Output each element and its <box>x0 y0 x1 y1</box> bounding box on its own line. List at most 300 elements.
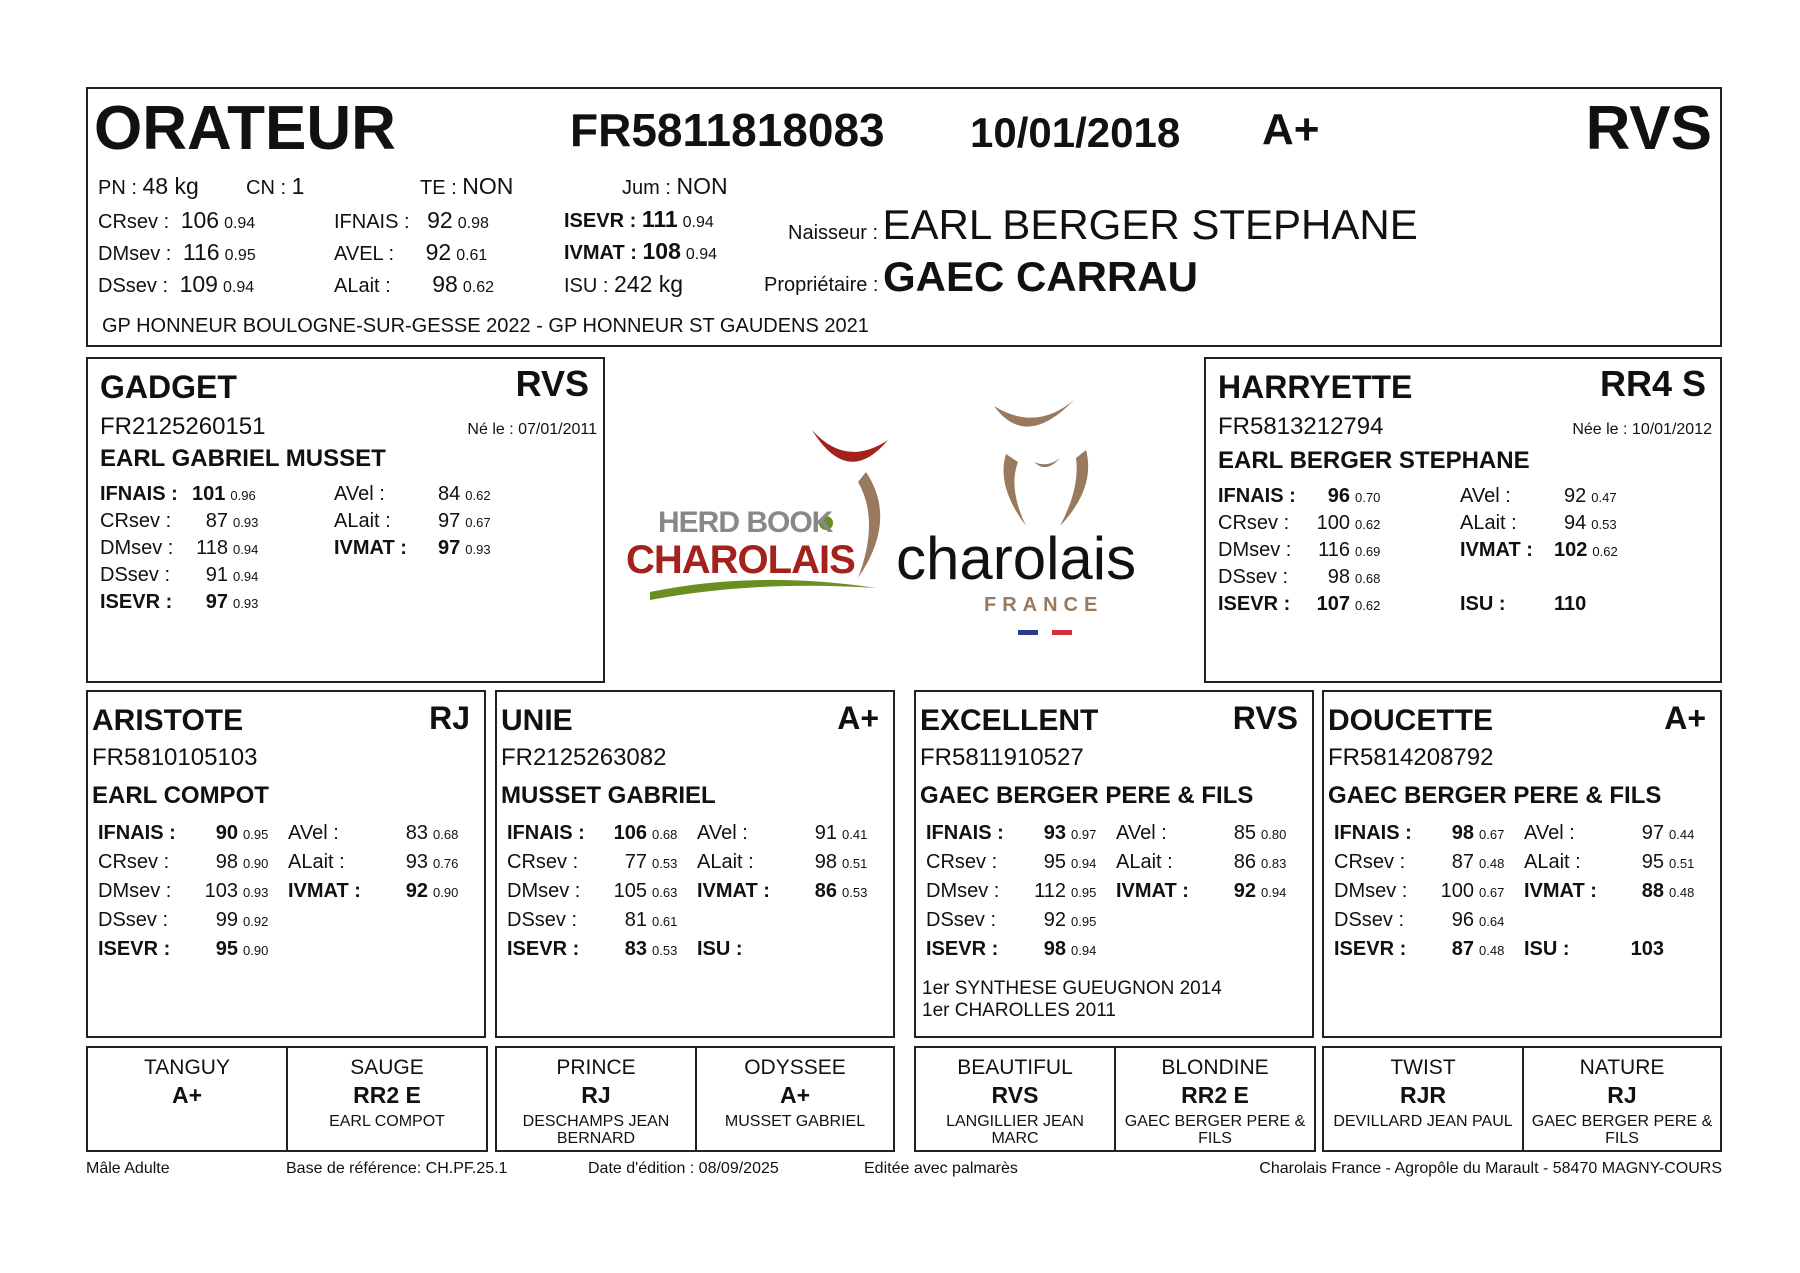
gp-dssev-label: DSsev : <box>1334 909 1405 931</box>
gp-ivmat-value: 88 <box>1641 880 1664 902</box>
sire-dssev-label: DSsev : <box>100 564 171 586</box>
great-grandparent-cell <box>1322 1046 1524 1152</box>
sire-ivmat <box>334 537 491 560</box>
dam-ivmat <box>1460 539 1618 562</box>
gp-name: EXCELLENT <box>920 704 1099 737</box>
dam-alait-rel: 0.53 <box>1591 517 1617 532</box>
alait-value: 98 <box>432 271 458 297</box>
dam-name: HARRYETTE <box>1218 369 1413 405</box>
gp-dmsev-label: DMsev : <box>1334 880 1408 902</box>
naisseur-value: EARL BERGER STEPHANE <box>882 201 1418 248</box>
gp-ivmat-label: IVMAT : <box>288 880 361 902</box>
sire-dmsev-value: 118 <box>196 537 228 559</box>
gp-avel-label: AVel : <box>288 822 339 844</box>
gp-ivmat <box>697 880 867 903</box>
sire-card <box>86 357 605 683</box>
dam-isu <box>1460 593 1586 616</box>
gp-ifnais-value: 98 <box>1451 822 1474 844</box>
gp-ifnais-rel: 0.97 <box>1071 827 1097 842</box>
ggp-owner: DEVILLARD JEAN PAUL <box>1333 1113 1513 1130</box>
sire-id: FR2125260151 <box>100 413 266 440</box>
gp-alait-label: ALait : <box>288 851 345 873</box>
proprietaire-value: GAEC CARRAU <box>882 253 1198 300</box>
palmares: GP HONNEUR BOULOGNE-SUR-GESSE 2022 - GP HONNEUR ST GAUDENS 2021 <box>102 315 869 337</box>
gp-alait <box>1524 851 1694 874</box>
dam-isu-label: ISU : <box>1460 593 1506 615</box>
ivmat-label: IVMAT : <box>564 242 637 264</box>
ivmat-value: 108 <box>642 238 681 264</box>
gp-dmsev-rel: 0.95 <box>1071 885 1097 900</box>
gp-class: A+ <box>1664 700 1706 736</box>
jum-field <box>622 173 728 200</box>
sire-dmsev-label: DMsev : <box>100 537 174 559</box>
gp-dmsev-label: DMsev : <box>926 880 1000 902</box>
gp-avel-rel: 0.44 <box>1669 827 1695 842</box>
crsev-reliability: 0.94 <box>224 215 256 232</box>
ggp-name: SAUGE <box>350 1056 424 1079</box>
isevr-field <box>564 206 714 233</box>
gp-isevr <box>98 938 268 961</box>
grandparent-card <box>914 690 1314 1038</box>
jum-label: Jum : <box>622 177 671 199</box>
gp-dssev-rel: 0.61 <box>652 914 678 929</box>
gp-dssev <box>507 909 677 932</box>
dam-ivmat-rel: 0.62 <box>1592 544 1618 559</box>
dam-ifnais <box>1218 485 1380 508</box>
gp-alait-rel: 0.83 <box>1261 856 1287 871</box>
gp-crsev <box>926 851 1096 874</box>
ggp-name: TWIST <box>1390 1056 1456 1079</box>
gp-ifnais-value: 93 <box>1043 822 1066 844</box>
gp-isevr-rel: 0.94 <box>1071 943 1097 958</box>
gp-name: ARISTOTE <box>92 704 244 737</box>
dam-class: RR4 S <box>1599 363 1706 404</box>
sire-crsev-rel: 0.93 <box>233 515 259 530</box>
gp-breeder: GAEC BERGER PERE & FILS <box>1328 782 1662 809</box>
grandparent-card <box>1322 690 1722 1038</box>
avel-label: AVEL : <box>334 243 395 265</box>
dam-born: Née le : 10/01/2012 <box>1572 421 1712 438</box>
dam-ivmat-value: 102 <box>1554 539 1588 561</box>
ggp-name: TANGUY <box>144 1056 230 1079</box>
gp-palmares-1: 1er SYNTHESE GUEUGNON 2014 <box>922 978 1222 999</box>
gp-dssev <box>1334 909 1504 932</box>
gp-isevr-label: ISEVR : <box>98 938 171 960</box>
gp-alait-value: 95 <box>1641 851 1664 873</box>
dam-avel-value: 92 <box>1564 485 1587 507</box>
great-grandparent-cell <box>495 1046 697 1152</box>
gp-ivmat <box>1524 880 1694 903</box>
gp-isu-label: ISU : <box>1524 938 1570 960</box>
dmsev-label: DMsev : <box>98 243 172 265</box>
pn-label: PN : <box>98 177 137 199</box>
footer-mode: Editée avec palmarès <box>864 1160 1018 1177</box>
gp-dssev-label: DSsev : <box>98 909 169 931</box>
gp-isevr-value: 95 <box>215 938 238 960</box>
charolais-france-logo <box>896 396 1196 646</box>
sire-dssev-value: 91 <box>205 564 228 586</box>
sire-ivmat-value: 97 <box>438 537 461 559</box>
great-grandparent-cell <box>695 1046 895 1152</box>
sire-dssev <box>100 564 258 587</box>
ggp-owner: GAEC BERGER PERE & FILS <box>1124 1113 1306 1147</box>
gp-avel-rel: 0.80 <box>1261 827 1287 842</box>
flag-red-bar <box>1052 630 1072 635</box>
gp-dmsev-value: 105 <box>613 880 647 902</box>
gp-dssev-rel: 0.95 <box>1071 914 1097 929</box>
gp-isevr-value: 87 <box>1451 938 1474 960</box>
gp-avel-label: AVel : <box>697 822 748 844</box>
sire-born: Né le : 07/01/2011 <box>467 421 597 438</box>
gp-ivmat-rel: 0.53 <box>842 885 868 900</box>
gp-isevr-label: ISEVR : <box>926 938 999 960</box>
gp-avel-value: 97 <box>1641 822 1664 844</box>
gp-avel-label: AVel : <box>1524 822 1575 844</box>
crsev-field <box>98 207 255 234</box>
gp-crsev-value: 87 <box>1451 851 1474 873</box>
ggp-class: A+ <box>171 1082 203 1108</box>
gp-crsev-rel: 0.94 <box>1071 856 1097 871</box>
te-label: TE : <box>420 177 457 199</box>
gp-alait-label: ALait : <box>1524 851 1581 873</box>
sire-crsev-label: CRsev : <box>100 510 172 532</box>
gp-isevr-rel: 0.48 <box>1479 943 1505 958</box>
gp-class: A+ <box>837 700 879 736</box>
gp-dssev-label: DSsev : <box>507 909 578 931</box>
ggp-class: RVS <box>991 1082 1039 1108</box>
ggp-owner: EARL COMPOT <box>329 1113 445 1130</box>
gp-isevr-label: ISEVR : <box>507 938 580 960</box>
gp-isevr-value: 83 <box>624 938 647 960</box>
gp-dssev-value: 92 <box>1043 909 1066 931</box>
herdbook-logo <box>626 420 896 610</box>
gp-ifnais <box>926 822 1096 845</box>
ggp-owner: GAEC BERGER PERE & FILS <box>1531 1113 1713 1147</box>
gp-crsev-rel: 0.48 <box>1479 856 1505 871</box>
footer-sex: Mâle Adulte <box>86 1160 170 1177</box>
gp-isevr <box>507 938 677 961</box>
gp-id: FR2125263082 <box>501 744 667 771</box>
avel-field <box>334 239 487 266</box>
gp-dmsev-label: DMsev : <box>98 880 172 902</box>
alait-reliability: 0.62 <box>462 279 494 296</box>
dmsev-reliability: 0.95 <box>224 247 256 264</box>
ifnais-label: IFNAIS : <box>334 211 410 233</box>
ggp-name: BEAUTIFUL <box>957 1056 1073 1079</box>
sire-alait-rel: 0.67 <box>465 515 491 530</box>
dam-dmsev-label: DMsev : <box>1218 539 1292 561</box>
ggp-owner: LANGILLIER JEAN MARC <box>946 1113 1084 1147</box>
gp-crsev-rel: 0.53 <box>652 856 678 871</box>
gp-id: FR5811910527 <box>920 744 1084 771</box>
dam-dssev-value: 98 <box>1327 566 1350 588</box>
dam-ivmat-label: IVMAT : <box>1460 539 1533 561</box>
gp-ivmat-label: IVMAT : <box>1116 880 1189 902</box>
gp-name: DOUCETTE <box>1328 704 1493 737</box>
dam-crsev-value: 100 <box>1316 512 1350 534</box>
grade: A+ <box>1262 105 1320 154</box>
ggp-owner: DESCHAMPS JEAN BERNARD <box>522 1113 670 1147</box>
dam-crsev <box>1218 512 1380 535</box>
gp-crsev-value: 98 <box>215 851 238 873</box>
gp-ivmat-rel: 0.48 <box>1669 885 1695 900</box>
sire-alait-value: 97 <box>438 510 461 532</box>
gp-avel <box>288 822 458 845</box>
gp-ivmat-rel: 0.94 <box>1261 885 1287 900</box>
avel-reliability: 0.61 <box>456 247 488 264</box>
ggp-name: BLONDINE <box>1161 1056 1269 1079</box>
gp-ifnais-label: IFNAIS : <box>1334 822 1412 844</box>
ggp-class: RR2 E <box>1181 1082 1249 1108</box>
gp-ifnais-label: IFNAIS : <box>507 822 585 844</box>
ggp-name: ODYSSEE <box>744 1056 846 1079</box>
gp-dmsev <box>1334 880 1504 903</box>
gp-dmsev-value: 100 <box>1440 880 1474 902</box>
gp-ivmat <box>288 880 458 903</box>
bull-head-icon <box>896 396 1196 526</box>
charolais-wordmark: charolais <box>896 525 1137 592</box>
te-field <box>420 173 513 200</box>
gp-dssev-label: DSsev : <box>926 909 997 931</box>
great-grandparent-cell <box>86 1046 288 1152</box>
grandparent-card <box>495 690 895 1038</box>
birth-date: 10/01/2018 <box>970 109 1181 156</box>
gp-name: UNIE <box>501 704 573 737</box>
gp-dmsev-rel: 0.93 <box>243 885 269 900</box>
gp-crsev-rel: 0.90 <box>243 856 269 871</box>
gp-avel-rel: 0.68 <box>433 827 459 842</box>
gp-ifnais-rel: 0.68 <box>652 827 678 842</box>
gp-dmsev <box>507 880 677 903</box>
great-grandparent-cell <box>286 1046 488 1152</box>
gp-ivmat-rel: 0.90 <box>433 885 459 900</box>
dam-dssev <box>1218 566 1380 589</box>
gp-crsev <box>98 851 268 874</box>
dam-isu-value: 110 <box>1554 593 1587 615</box>
footer-org: Charolais France - Agropôle du Marault - 58470 MAGNY-COURS <box>1259 1160 1722 1177</box>
dam-isevr-rel: 0.62 <box>1355 598 1381 613</box>
gp-crsev-label: CRsev : <box>507 851 579 873</box>
gp-dmsev-label: DMsev : <box>507 880 581 902</box>
gp-avel-rel: 0.41 <box>842 827 868 842</box>
ifnais-reliability: 0.98 <box>457 215 489 232</box>
gp-ifnais-label: IFNAIS : <box>926 822 1004 844</box>
isu-value: 242 kg <box>614 271 684 297</box>
gp-avel <box>697 822 867 845</box>
gp-alait <box>288 851 458 874</box>
naisseur-field <box>788 201 1418 249</box>
sire-class: RVS <box>515 363 589 404</box>
te-value: NON <box>462 173 514 199</box>
sire-isevr <box>100 591 258 614</box>
footer-base: Base de référence: CH.PF.25.1 <box>286 1160 508 1177</box>
gp-ifnais-value: 106 <box>613 822 647 844</box>
gp-class: RJ <box>429 700 470 736</box>
gp-isu-label: ISU : <box>697 938 743 960</box>
gp-isevr <box>1334 938 1504 961</box>
dam-dmsev <box>1218 539 1380 562</box>
gp-breeder: EARL COMPOT <box>92 782 269 809</box>
gp-ivmat-value: 92 <box>1233 880 1256 902</box>
dam-isevr-label: ISEVR : <box>1218 593 1291 615</box>
dmsev-field <box>98 239 256 266</box>
naisseur-label: Naisseur : <box>788 222 879 244</box>
dam-dssev-rel: 0.68 <box>1355 571 1381 586</box>
gp-avel-value: 91 <box>814 822 837 844</box>
dam-crsev-rel: 0.62 <box>1355 517 1381 532</box>
ggp-class: RJR <box>1399 1082 1446 1108</box>
gp-ivmat-value: 92 <box>405 880 428 902</box>
dam-dmsev-value: 116 <box>1318 539 1350 561</box>
animal-id: FR5811818083 <box>570 104 885 156</box>
alait-label: ALait : <box>334 275 391 297</box>
ivmat-field <box>564 238 717 265</box>
dam-card <box>1204 357 1722 683</box>
sire-ifnais-value: 101 <box>192 483 226 505</box>
sire-breeder: EARL GABRIEL MUSSET <box>100 445 386 472</box>
gp-avel-value: 85 <box>1233 822 1256 844</box>
sire-ivmat-label: IVMAT : <box>334 537 407 559</box>
sire-avel-label: AVel : <box>334 483 385 505</box>
animal-name: ORATEUR <box>94 94 396 163</box>
gp-dssev-value: 96 <box>1451 909 1474 931</box>
alait-field <box>334 271 494 298</box>
gp-alait-rel: 0.51 <box>842 856 868 871</box>
dam-ifnais-value: 96 <box>1327 485 1350 507</box>
dam-avel <box>1460 485 1617 508</box>
sire-isevr-rel: 0.93 <box>233 596 259 611</box>
gp-dssev-value: 81 <box>624 909 647 931</box>
sire-ifnais-label: IFNAIS : <box>100 483 178 505</box>
gp-breeder: GAEC BERGER PERE & FILS <box>920 782 1254 809</box>
gp-isevr-rel: 0.90 <box>243 943 269 958</box>
cn-field <box>246 173 304 200</box>
sire-ifnais <box>100 483 256 506</box>
gp-isu <box>697 938 837 961</box>
proprietaire-field <box>764 253 1198 301</box>
ggp-class: RR2 E <box>353 1082 421 1108</box>
dam-crsev-label: CRsev : <box>1218 512 1290 534</box>
sire-crsev-value: 87 <box>205 510 228 532</box>
gp-dssev-rel: 0.64 <box>1479 914 1505 929</box>
gp-crsev-label: CRsev : <box>1334 851 1406 873</box>
dam-avel-label: AVel : <box>1460 485 1511 507</box>
gp-isevr-rel: 0.53 <box>652 943 678 958</box>
crsev-label: CRsev : <box>98 211 170 233</box>
dssev-reliability: 0.94 <box>222 279 255 296</box>
ifnais-field <box>334 207 489 234</box>
dam-alait-label: ALait : <box>1460 512 1517 534</box>
dssev-value: 109 <box>179 271 218 297</box>
isu-field <box>564 271 683 298</box>
gp-alait-label: ALait : <box>1116 851 1173 873</box>
herdbook-line2: CHAROLAIS <box>626 538 855 582</box>
gp-alait-label: ALait : <box>697 851 754 873</box>
pn-value: 48 kg <box>142 173 199 199</box>
gp-dssev <box>98 909 268 932</box>
jum-value: NON <box>676 173 728 199</box>
gp-isevr-label: ISEVR : <box>1334 938 1407 960</box>
sire-ivmat-rel: 0.93 <box>465 542 491 557</box>
pn-field <box>98 173 199 200</box>
ggp-class: RJ <box>1607 1082 1637 1108</box>
sire-isevr-value: 97 <box>205 591 228 613</box>
gp-dssev-rel: 0.92 <box>243 914 269 929</box>
gp-isevr <box>926 938 1096 961</box>
gp-crsev-label: CRsev : <box>98 851 170 873</box>
ggp-class: RJ <box>581 1082 611 1108</box>
gp-crsev-label: CRsev : <box>926 851 998 873</box>
dssev-field <box>98 271 254 298</box>
france-wordmark: FRANCE <box>984 594 1104 616</box>
dam-breeder: EARL BERGER STEPHANE <box>1218 447 1530 474</box>
gp-crsev-value: 77 <box>624 851 647 873</box>
isu-label: ISU : <box>564 275 609 297</box>
gp-crsev-value: 95 <box>1043 851 1066 873</box>
ifnais-value: 92 <box>427 207 453 233</box>
gp-alait <box>697 851 867 874</box>
sire-crsev <box>100 510 258 533</box>
main-animal-card <box>86 87 1722 347</box>
flag-blue-bar <box>1018 630 1038 635</box>
gp-alait-value: 98 <box>814 851 837 873</box>
ivmat-reliability: 0.94 <box>685 246 718 263</box>
gp-alait-rel: 0.51 <box>1669 856 1695 871</box>
herdbook-line1: HERD BOOK <box>658 506 833 539</box>
gp-ifnais-value: 90 <box>215 822 238 844</box>
sire-avel-value: 84 <box>438 483 461 505</box>
avel-value: 92 <box>425 239 452 265</box>
gp-dmsev-value: 112 <box>1034 880 1066 902</box>
dam-id: FR5813212794 <box>1218 413 1384 440</box>
sire-alait-label: ALait : <box>334 510 391 532</box>
class-badge: RVS <box>1585 94 1712 163</box>
great-grandparent-cell <box>1114 1046 1316 1152</box>
gp-ifnais-rel: 0.95 <box>243 827 269 842</box>
great-grandparent-cell <box>1522 1046 1722 1152</box>
dssev-label: DSsev : <box>98 275 169 297</box>
gp-alait <box>1116 851 1286 874</box>
dam-alait <box>1460 512 1617 535</box>
footer-edition: Date d'édition : 08/09/2025 <box>588 1160 779 1177</box>
gp-breeder: MUSSET GABRIEL <box>501 782 716 809</box>
gp-avel-value: 83 <box>405 822 428 844</box>
gp-ifnais <box>98 822 268 845</box>
sire-dmsev-rel: 0.94 <box>233 542 259 557</box>
dmsev-value: 116 <box>182 239 220 265</box>
gp-alait-rel: 0.76 <box>433 856 459 871</box>
dam-ifnais-label: IFNAIS : <box>1218 485 1296 507</box>
sire-dmsev <box>100 537 258 560</box>
gp-dmsev <box>98 880 268 903</box>
sire-alait <box>334 510 491 533</box>
gp-id: FR5810105103 <box>92 744 258 771</box>
sire-dssev-rel: 0.94 <box>233 569 259 584</box>
gp-dmsev-rel: 0.67 <box>1479 885 1505 900</box>
dam-dmsev-rel: 0.69 <box>1355 544 1381 559</box>
gp-ifnais-label: IFNAIS : <box>98 822 176 844</box>
gp-class: RVS <box>1232 700 1298 736</box>
ggp-class: A+ <box>779 1082 811 1108</box>
dam-ifnais-rel: 0.70 <box>1355 490 1381 505</box>
gp-ivmat <box>1116 880 1286 903</box>
gp-id: FR5814208792 <box>1328 744 1494 771</box>
sire-ifnais-rel: 0.96 <box>230 488 256 503</box>
sire-avel-rel: 0.62 <box>465 488 491 503</box>
gp-isu-value: 103 <box>1630 938 1664 960</box>
great-grandparent-cell <box>914 1046 1116 1152</box>
gp-avel <box>1116 822 1286 845</box>
